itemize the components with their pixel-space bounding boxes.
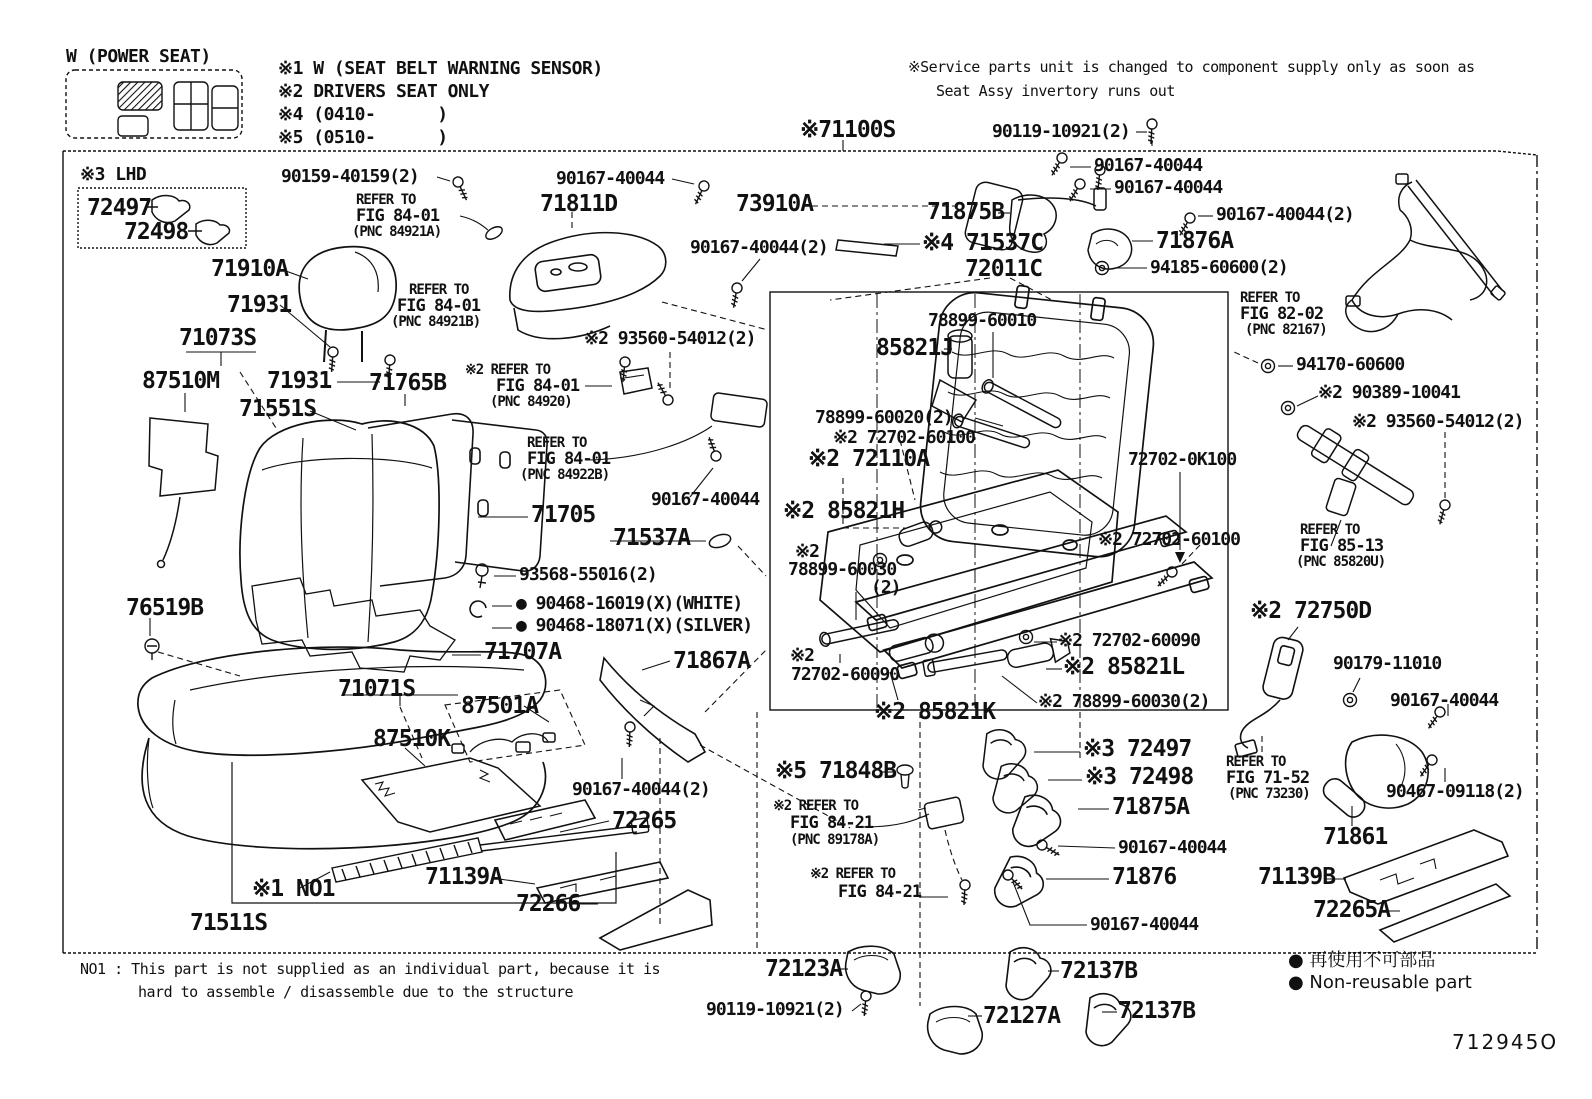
- part-label: REFER TO: [527, 435, 587, 451]
- part-label: ※1 NO1: [252, 876, 335, 902]
- part-label: 85821J: [876, 335, 954, 361]
- part-label: 90167-40044: [651, 489, 760, 510]
- part-label: FIG 84-01: [496, 376, 580, 396]
- part-label: (PNC 84920): [490, 394, 572, 410]
- part-label: FIG 84-01: [527, 449, 611, 469]
- part-label: 71551S: [239, 396, 317, 422]
- no1-note-line2: hard to assemble / disassemble due to the structure: [138, 983, 574, 1001]
- part-label: 71139B: [1258, 864, 1336, 890]
- part-label: REFER TO: [1240, 290, 1300, 306]
- part-label: ※2 REFER TO: [810, 866, 896, 882]
- no1-note-line1: NO1 : This part is not supplied as an individual part, because it is: [80, 960, 661, 978]
- part-label: (PNC 85820U): [1296, 554, 1386, 570]
- part-label: 71875A: [1112, 794, 1190, 820]
- part-label: 71073S: [179, 325, 257, 351]
- part-label: 72497: [87, 195, 152, 221]
- note-date-0510: ※5 (0510- ): [278, 127, 448, 148]
- part-label: FIG 85-13: [1300, 536, 1384, 556]
- part-label: ※2 93560-54012(2): [584, 328, 756, 349]
- part-label: ※5 71848B: [775, 758, 897, 784]
- part-label: (PNC 84921A): [352, 224, 442, 240]
- part-label: 72137B: [1118, 998, 1196, 1024]
- part-label: FIG 82-02: [1240, 304, 1324, 324]
- part-label: 71875B: [927, 199, 1005, 225]
- part-label: FIG 84-21: [790, 813, 874, 833]
- part-label: 76519B: [126, 595, 204, 621]
- part-label: 90467-09118(2): [1386, 781, 1524, 802]
- part-label: 71765B: [369, 370, 447, 396]
- part-label: 71931: [267, 368, 332, 394]
- legend-non-reusable-en: ● Non-reusable part: [1288, 972, 1472, 993]
- part-label: 78899-60010: [928, 310, 1037, 331]
- part-label: 78899-60020(2): [815, 407, 953, 428]
- part-label: 72123A: [765, 956, 843, 982]
- part-label: ※3 72498: [1085, 764, 1194, 790]
- part-label: ※2 85821K: [874, 699, 996, 725]
- part-label: 72702-0K100: [1128, 449, 1237, 470]
- part-label: 71910A: [211, 256, 289, 282]
- part-label: REFER TO: [409, 282, 469, 298]
- part-label: ※2 REFER TO: [773, 798, 859, 814]
- part-label: 71867A: [673, 648, 751, 674]
- part-label: 72498: [124, 219, 189, 245]
- part-label: ※2 72110A: [808, 446, 930, 472]
- part-label: 78899-60030: [788, 559, 897, 580]
- part-label: 72265A: [1313, 897, 1391, 923]
- part-label: 90167-40044: [1090, 914, 1199, 935]
- part-label: ※2 REFER TO: [465, 362, 551, 378]
- part-label: FIG 84-01: [397, 296, 481, 316]
- part-label: 90167-40044: [1114, 177, 1223, 198]
- part-label: ※2 85821H: [783, 498, 905, 524]
- part-label: (PNC 82167): [1245, 322, 1327, 338]
- part-label: ※2 72750D: [1250, 598, 1372, 624]
- part-label: 71707A: [484, 639, 562, 665]
- part-label: 93568-55016(2): [519, 564, 657, 585]
- part-label: 72266: [516, 891, 581, 917]
- part-label: (PNC 89178A): [790, 832, 880, 848]
- part-label: ※71100S: [800, 117, 896, 143]
- part-label: 73910A: [736, 191, 814, 217]
- part-label: 71537A: [613, 525, 691, 551]
- part-label: ※2: [790, 645, 814, 666]
- part-label: 72127A: [983, 1003, 1061, 1029]
- part-label: 71931: [227, 292, 292, 318]
- note-date-0410: ※4 (0410- ): [278, 104, 448, 125]
- part-label: (PNC 84921B): [391, 314, 481, 330]
- part-label: 90167-40044: [1118, 837, 1227, 858]
- part-label: 71071S: [338, 676, 416, 702]
- part-label: ※2 93560-54012(2): [1352, 411, 1524, 432]
- part-label: 90167-40044: [1390, 690, 1499, 711]
- part-label: ※2 90389-10041: [1318, 382, 1460, 403]
- part-label: 90167-40044: [556, 168, 665, 189]
- figure-number: 712945O: [1452, 1030, 1559, 1054]
- part-label: ※4 71537C: [922, 230, 1044, 256]
- part-label: REFER TO: [1300, 522, 1360, 538]
- part-label: 90167-40044(2): [690, 237, 828, 258]
- lhd-label: ※3 LHD: [80, 164, 147, 185]
- part-label: ※2 85821L: [1063, 654, 1185, 680]
- part-label: 71139A: [425, 864, 503, 890]
- part-label: 87510M: [142, 368, 220, 394]
- part-label: ● 90468-18071(X)(SILVER): [516, 615, 753, 636]
- part-label: 90179-11010: [1333, 653, 1442, 674]
- part-label: FIG 71-52: [1226, 768, 1310, 788]
- part-label: 72265: [612, 808, 677, 834]
- part-label: 90159-40159(2): [281, 166, 419, 187]
- part-label: 90119-10921(2): [992, 121, 1130, 142]
- part-label: 71811D: [540, 191, 618, 217]
- part-label: ※2 72702-60100: [1098, 529, 1240, 550]
- part-label: ※2: [795, 541, 819, 562]
- part-label: ● 90468-16019(X)(WHITE): [516, 593, 743, 614]
- part-label: 71705: [531, 502, 596, 528]
- legend-non-reusable-jp: ● 再使用不可部品: [1288, 950, 1436, 971]
- part-label: ※2 78899-60030(2): [1038, 691, 1210, 712]
- part-label: 87510K: [373, 726, 451, 752]
- note-drivers-seat: ※2 DRIVERS SEAT ONLY: [278, 81, 489, 102]
- part-label: ※2 72702-60090: [1058, 630, 1200, 651]
- part-label: 90167-40044: [1094, 155, 1203, 176]
- part-label: 90167-40044(2): [572, 779, 710, 800]
- part-label: FIG 84-01: [356, 206, 440, 226]
- note-seat-belt-sensor: ※1 W (SEAT BELT WARNING SENSOR): [278, 58, 603, 79]
- part-label: (PNC 84922B): [520, 467, 610, 483]
- part-label: 72137B: [1060, 958, 1138, 984]
- part-label: FIG 84-21: [838, 882, 922, 902]
- part-label: REFER TO: [356, 192, 416, 208]
- part-label: ※2 72702-60100: [833, 427, 975, 448]
- part-label: 72702-60090: [791, 664, 900, 685]
- part-label: 90119-10921(2): [706, 999, 844, 1020]
- part-label: 94185-60600(2): [1150, 257, 1288, 278]
- part-label: (2): [871, 577, 901, 598]
- part-label: 94170-60600: [1296, 354, 1405, 375]
- part-label: 71511S: [190, 910, 268, 936]
- part-label: 72011C: [965, 256, 1043, 282]
- service-note-line2: Seat Assy invertory runs out: [936, 82, 1175, 100]
- power-seat-title: W (POWER SEAT): [66, 46, 211, 67]
- part-label: 71876A: [1156, 228, 1234, 254]
- service-note-line1: ※Service parts unit is changed to component supply only as soon as: [908, 58, 1475, 76]
- part-label: 90167-40044(2): [1216, 204, 1354, 225]
- part-label: 71876: [1112, 864, 1177, 890]
- part-label: (PNC 73230): [1228, 786, 1310, 802]
- part-label: ※3 72497: [1083, 736, 1192, 762]
- part-label: 87501A: [461, 693, 539, 719]
- part-label: 71861: [1323, 824, 1388, 850]
- part-label: REFER TO: [1226, 754, 1286, 770]
